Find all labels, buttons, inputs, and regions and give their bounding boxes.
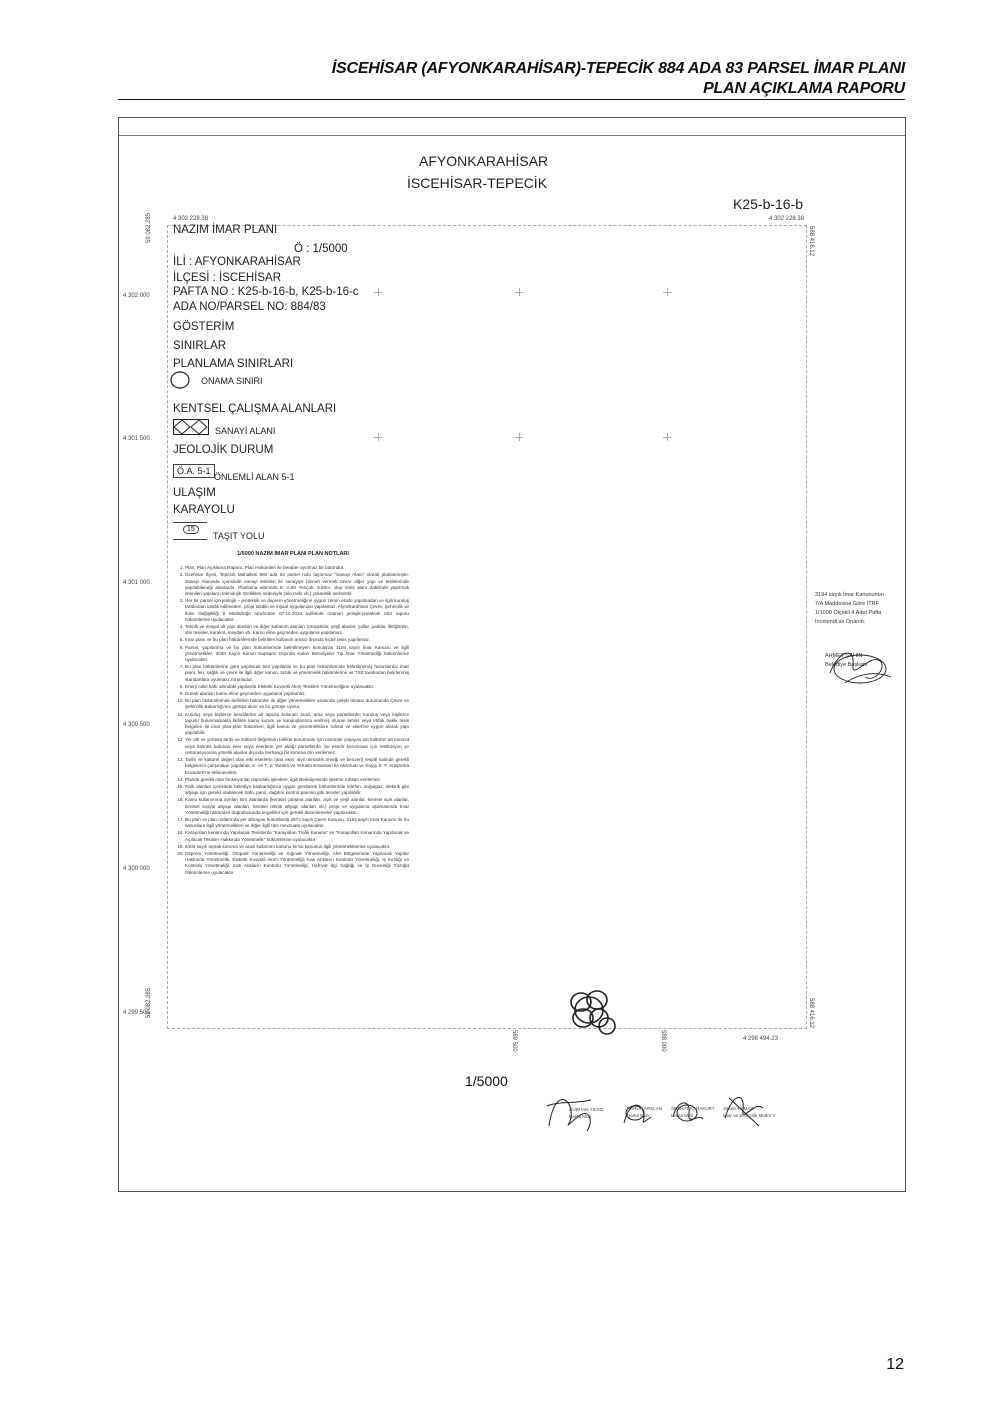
plan-note: 14. Planda gerekli olan fonksiyonlar dışındaki işlevlere; ilgili Belediyesinde işletme ruhsatı verilemez. [185,777,409,783]
plan-note: 13. Tarihi ve kültürel değeri olan etki eserlerin (anıt eser, sivil mimarlık örneği ve benzeri) tespiti halinde gerekli belgelerini çalışmaları yapılarak, K. ve T. V. Yaratılı ve Yerüstü Envanteri ile Mevzuat ve Kaygı E. F. Araştırma Envanteri'ne eklenecektir. [185,757,409,776]
approval-note-line-1: 3194 sayılı İmar Kanununun [815,592,884,598]
coord-left-6: 4 299 500 [123,1010,150,1016]
plan-note: 10. Bu plan hükümlerinde belirtilen hükümler ile diğer yönetmelikler arasında çelişki olması durumunda Çevre ve Şehircilik Bakanlığı'nın görüşü alınır ve bu görüşe uyulur. [185,698,409,710]
coord-left-vertical-bottom: 59 082.285 [146,987,152,1018]
signature-3-role: Harita Müh. [671,1113,695,1118]
approval-note-line-4: İncelendi ve Onandı. [815,619,866,625]
sheet-top-rule [119,135,905,136]
legend-onemli-alan: ÖNLEMLİ ALAN 5-1 [214,472,295,482]
plan-note: 15. Park alanları içerisinde belediye başkanlığınca uygun görülecek bölümlerinde telefon, doğalgaz, elektrik gibi altyapı için gerekli olabilecek trafo, pano, dağıtım kontrol panosu gibi tesisler yapılabilir. [185,784,409,796]
coord-top-right: 4 302 228.38 [769,216,805,222]
report-subtitle: PLAN AÇIKLAMA RAPORU [703,80,905,97]
coord-left-3: 4 301 000 [123,580,150,586]
coord-top-left: 4 302 228.38 [173,216,209,222]
plan-note: 19. 5403 sayılı toprak koruma ve arazi kullanımı kanunu ile bu kanunun ilgili yönetmeliklerine uyulacaktır. [185,844,409,850]
plan-note: 3. Her bir parsel için jeolojik – jeoteknik ve deprem yönetmeliğine uygun zemin etüdü yapılmadan ve ilgili kuruluş tarafından tasdik edilmeden, proje tasdiki ve inşaat uygulaması yapılamaz. Afyonkarahisar Çevre, Şehircilik ve İklim Değişikliği İl Müdürlüğü tarafından 07.10.2024 tarihinde onanan jeolojik-jeoteknik etüt raporu hükümlerine uyulacaktır. [185,598,409,623]
page-number: 12 [886,1356,904,1373]
plan-note: 18. Karayolları kenarında Yapılacak Tesislerde "Karayolları Trafik Kanunu" ve "Karayolları Kenarında Yapılacak ve Açılacak Tesisler Hakkında Yönetmelik" hükümlerine uyulacaktır. [185,830,409,842]
industrial-area-icon [173,419,209,435]
legend-oa-box: Ö.A. 5-1 [173,464,215,478]
plan-note: 2. İscehisar İlçesi, Tepecik Mahallesi 884 ada 83 parsel nolu taşınmaz "Sanayi Alanı" olarak planlanmıştır. Sanayi Alanında içerisinde sanayi tesisleri ile sanayiye hizmet vermek üzere diğer yapı ve tesislerinde yapılabileceği alanlardır. Planlama alanında E: 0,50 Yençok: 6.50m. olup tesis alanı dahilinde yapılmak istenilen yapıların teknolojik özellikleri nedeniyle (silo,trafo vb.) yükseklik serbesttir. [185,572,409,597]
plan-note: 16. Kamu kullanımına ayrılan tüm alanlarda (kentsel çalışma alanları, açık ve yeşil alanlar, kentsel açık alanlar, kentsel sosyal altyapı alanları, kentsel teknik altyapı alanları vb.) proje ve uygulama aşamasında İmar Yönetmeliği hükümleri doğrultusunda engelliler için gerekli düzenlemeler yapılacaktır. [185,797,409,816]
sheet-title-province: AFYONKARAHİSAR [419,153,549,169]
sheet-title-location: İSCEHİSAR-TEPECİK [407,175,548,191]
road-symbol [173,522,207,540]
sheet-code: K25-b-16-b [733,196,804,212]
report-title: İSCEHİSAR (AFYONKARAHİSAR)-TEPECİK 884 ADA 83 PARSEL İMAR PLANI [331,60,905,77]
plan-note: 8. Enerji nakil hattı altındaki yapılarda Elektrik Kuvvetli Akım Tesisleri Yönetmeliğine uyulacaktır. [185,684,409,690]
legend-onama-siniri: ONAMA SINIRI [201,376,263,386]
grid-cross [515,433,523,441]
legend-kentsel: KENTSEL ÇALIŞMA ALANLARI [173,403,337,415]
legend-scale: Ö : 1/5000 [294,243,348,255]
grid-cross [374,288,382,296]
coord-bottom-x2: 588 000 [660,1030,666,1052]
coord-left-4: 4 300 500 [123,722,150,728]
road-badge: 15 [183,525,199,534]
signature-4-role: İmar ve Şehircilik Müdür V. [723,1113,777,1118]
coord-right-vertical-top: 588 416.12 [808,226,814,257]
plan-note: 5. İmar planı ve bu plan hükümlerinde belirtilen kullanım amacı dışında hiçbir tesis yapılamaz. [185,637,409,643]
mayor-stamp-name: AHMET ŞAHİN [825,653,863,659]
legend-pafta: PAFTA NO : K25-b-16-b, K25-b-16-c [173,286,359,298]
legend-il: İLİ : AFYONKARAHİSAR [173,256,301,268]
coord-left-vertical-top: 59 082.285 [146,212,152,243]
signature-3-name: SERHAT KARAKURT [671,1106,715,1111]
plan-note: 20. Deprem Yönetmeliği, Otopark Yönetmeliği ve Sığınak Yönetmeliği, Afet Bölgelerinde Yapılacak Yapılar Hakkında Yönetmelik, Elektrik Kuvvetli Akım Yönetmeliği, Katı Atıkların Kontrolü Yönetmeliği, İş Kırlılığı ve Kontrolü Yönetmeliği, Katı Atıkların Kontrolü Yönetmeliği, Hafriyat İşçi Sağlığı ve İş Güvenliği Tüzüğü hükümlerine uyulacaktır. [185,851,409,876]
coord-bottom-x1: 589 500 [511,1030,517,1052]
grid-cross [663,288,671,296]
plan-note: 12. Yer altı ve yerüstü tarihi ve kültürel değerlerin birlikte korunması için üzerinde yaşayan üst kültürün ait mevcut veya kalıntıs bulunan eser veya eserlerin yer aldığı parsellerde, bu eserin korunması için restitüsyon ve restorasyonuna yönelik alanlar dışında herhangi bir koruma izin verilemez. [185,737,409,756]
plan-sheet [118,117,906,1192]
coord-left-2: 4 301 500 [123,436,150,442]
legend-plan-name: NAZIM İMAR PLANI [173,224,278,236]
header-rule [118,99,905,100]
mayor-stamp-title: Belediye Başkanı [825,662,868,668]
legend-jeolojik: JEOLOJİK DURUM [173,444,274,456]
grid-cross [663,433,671,441]
coord-bottom-right: 4 298 494.23 [743,1036,779,1042]
approval-note-line-3: 1/1000 Ölçekli 4 Adet Pafta [815,610,882,616]
legend-ada: ADA NO/PARSEL NO: 884/83 [173,301,326,313]
legend-ilce: İLÇESİ : İSCEHİSAR [173,272,282,284]
signature-2-name: HARUN ARSLAN [627,1106,663,1111]
legend-sanayi: SANAYİ ALANI [215,426,276,436]
legend-tasit-yolu: TAŞIT YOLU [213,531,265,541]
coord-left-1: 4 302 000 [123,293,150,299]
coord-right-vertical-bottom: 588 416.12 [808,998,814,1029]
approval-note-line-2: 7/A Maddesine Göre ITRF [815,601,879,607]
plan-note: 17. Bu plan ve plan notlarında yer almayan hususlarda 2872 sayılı Çevre Kanunu, 3194 sayılı İmar Kanunu ile bu kanunlara ilgili yönetmelikleri ve diğer ilgili tüm mevzuata uyulacaktır. [185,817,409,829]
plan-note: 6. Parsel, yapılanma ve bu plan hükümlerinde belirtilmeyen konularda 3194 sayılı İmar Kanunu ve ilgili yönetmelikler, 3030 Sayılı Kanun Kapsamı Dışında Kalan Belediyeler Tip İmar Yönetmeliği hükümlerine uyulacaktır. [185,645,409,664]
signature-2-role: Harita Müh. [627,1113,651,1118]
legend-karayolu: KARAYOLU [173,504,235,516]
approval-boundary-icon [170,371,192,389]
parcel-boundary-drawing [563,984,623,1044]
signature-4-name: Sinnet YILMAZ [723,1106,754,1111]
plan-note: 4. Teknik ve sosyal alt yapı alanları ve diğer kullanım alanları (otoparklar, yeşil alanlar, yollar, parklar, ilköğretim, dini tesisler, karakol, meydan vb. Kamu eline geçmeden uygulama yapılamaz. [185,624,409,636]
signature-1-role: Harita Müh. [569,1114,593,1119]
legend-planlama-sinirlari: PLANLAMA SINIRLARI [173,358,294,370]
plan-note: 9. Donatı alanları kamu eline geçmeden uygulama yapılamaz. [185,691,409,697]
plan-notes-title: 1/5000 NAZIM İMAR PLANI PLAN NOTLARI [237,551,349,557]
plan-note: 7. Bu plan hükümlerine göre yapılacak tüm yapılarda ve bu plan hükümlerinde belirtilmemiş hususlarda; imar planı, fen, sağlık ve çevre ile ilgili diğer kanun, tüzük ve yönetmelik hükümlerine ve TSE tarafından belirlenmiş standartlara uyulması zorunludur. [185,664,409,683]
legend-gosterim: GÖSTERİM [173,321,235,333]
signature-1-name: GÜRHAN YILDIZ [569,1107,604,1112]
grid-cross [515,288,523,296]
plan-note: 1. Plan, Plan Açıklama Raporu, Plan Hükümleri ile beraber ayrılmaz bir bütündür. [185,565,409,571]
mayor-signature [825,643,895,693]
grid-cross [374,433,382,441]
plan-notes [177,551,409,877]
legend-sinirlar: SINIRLAR [173,340,227,352]
bottom-scale: 1/5000 [465,1073,508,1089]
coord-left-5: 4 300 000 [123,866,150,872]
plan-note: 11. Kuruluş veya kişilerce kendilerine ait tapusu bulunan arazi, arsa veya parsellerde; kuruluş veya kişilerce tapusu bulunmamakla birlikte kamu kurum ve kuruluşlarınca verilmiş olunan tahsis veya irtifak hakkı tesis belgeleri ile imar plan-plan hükümleri, ilgili kanun ve yönetmeliklere ruhsat ve eklerine uygun olarak yapı yapılabilir. [185,712,409,737]
legend-ulasim: ULAŞIM [173,487,216,499]
